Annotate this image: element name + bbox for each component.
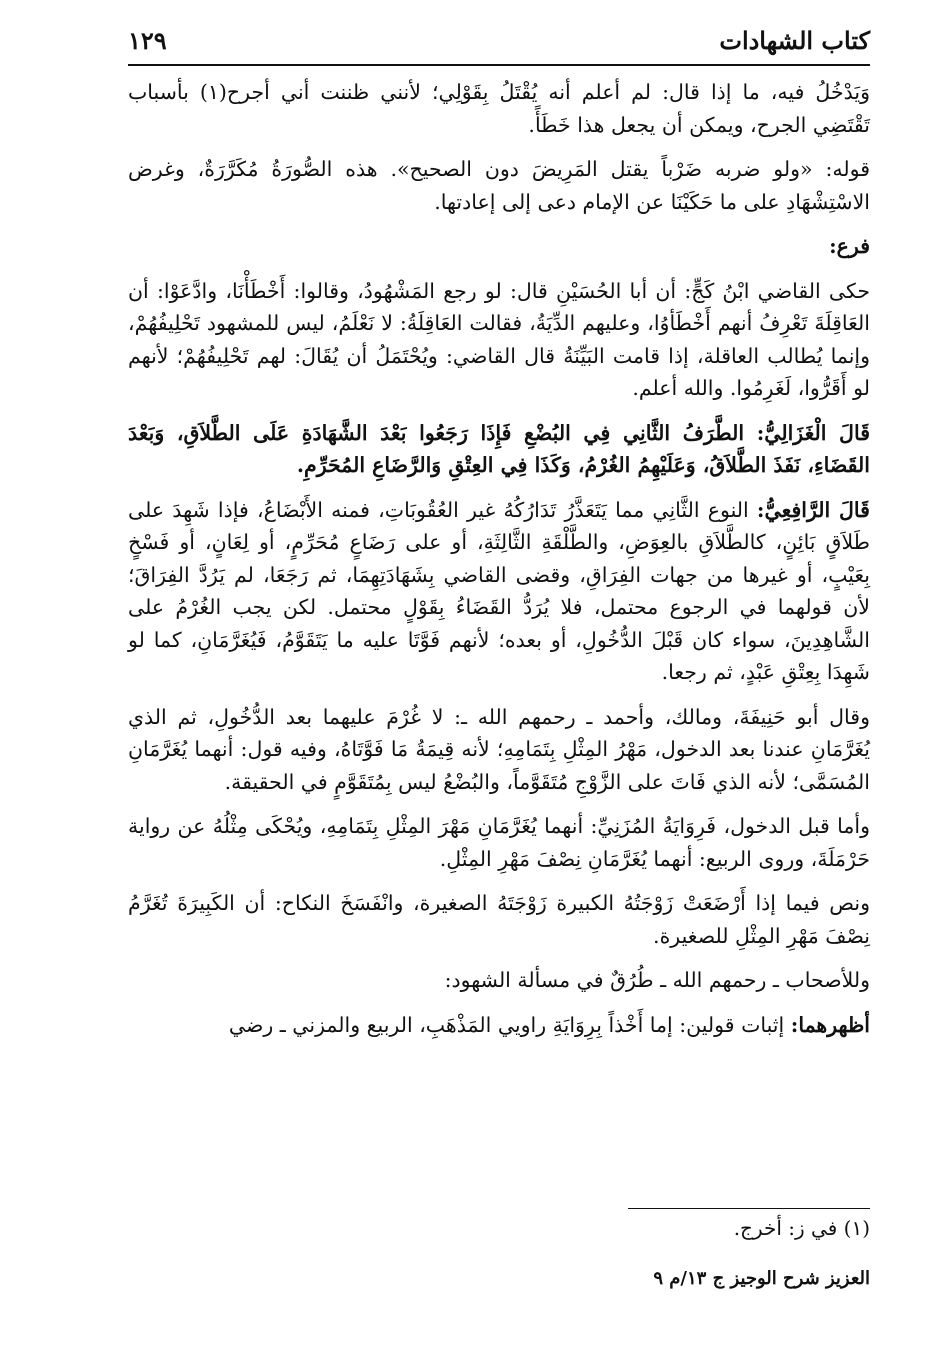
footer-signature: العزيز شرح الوجيز ج ١٣/م ٩	[653, 1268, 870, 1289]
quoted-text-paragraph: قَالَ الْغَزَالِيُّ: الطَّرَفُ الثَّانِي فِي البُضْعِ فَإِذَا رَجَعُوا بَعْدَ الشَّهَادَةِ عَلَى الطَّلاَقِ، وَبَعْدَ القَضَاءِ، نَفَذَ الطَّلاَقُ، وَعَلَيْهِمُ الغُرْمُ، وَكَذَا فِي العِتْقِ وَالرَّضَاعِ المُحَرِّمِ.	[128, 420, 870, 477]
footnote-rule	[628, 1208, 870, 1209]
paragraph: أظهرهما: إثبات قولين: إما أَخْذاً بِرِوَايَةِ راويي المَذْهَبِ، الربيع والمزني ـ رضي	[228, 1012, 870, 1037]
paragraph: وَيَدْخُلُ فيه، ما إذا قال: لم أعلم أنه يُقْتَلُ بِقَوْلِي؛ لأنني ظننت أني أجرح(١) بأسباب تَقْتَضِي الجرح، ويمكن أن يجعل هذا خَطَأً.	[128, 80, 870, 137]
main-text	[128, 76, 870, 1053]
section-heading: فرع:	[829, 234, 870, 258]
speaker-label: قَالَ الرَّافِعِيُّ:	[756, 497, 870, 522]
paragraph: وأما قبل الدخول، فَرِوَايَةُ المُزَنِيِّ: أنهما يُغَرَّمَانِ مَهْرَ المِثْلِ بِتَمَامِهِ، ويُحْكَى مِثْلُهُ عن رواية حَرْمَلَةَ، وروى الربيع: أنهما يُغَرَّمَانِ نِصْفَ مَهْرِ المِثْلِ.	[128, 814, 870, 871]
paragraph: حكى القاضي ابْنُ كَجٍّ: أن أبا الحُسَيْنِ قال: لو رجع المَشْهُودُ، وقالوا: أَخْطَأْنَا، وادَّعَوْا: أن العَاقِلَةَ تَعْرِفُ أنهم أَخْطَأوُا، وعليهم الدِّيَةُ، فقالت العَاقِلَةُ: لا نَعْلَمُ، ليس للمشهود تَحْلِيفُهُمْ، وإنما يُطالب العاقلة، إذا قامت البَيِّنَةُ قال القاضي: ويُحْتَمَلُ أن يُقَالَ: لهم تَحْلِيفُهُمْ؛ لأنهم لو أَقَرُّوا، لَغَرِمُوا. والله أعلم.	[128, 278, 870, 400]
page-number: ١٢٩	[128, 25, 167, 55]
speaker-label: أظهرهما:	[790, 1012, 870, 1037]
paragraph: وللأصحاب ـ رحمهم الله ـ طُرُقٌ في مسألة الشهود:	[444, 968, 870, 992]
paragraph: قوله: «ولو ضربه ضَرْباً يقتل المَرِيضَ دون الصحيح». هذه الصُّورَةُ مُكَرَّرَةٌ، وغرض الاسْتِشْهَادِ على ما حَكَيْنَا عن الإمام دعى إلى إعادتها.	[128, 157, 870, 214]
book-title: كتاب الشهادات	[719, 25, 870, 55]
page-footer	[128, 1268, 870, 1289]
paragraph: وقال أبو حَنِيفَةَ، ومالك، وأحمد ـ رحمهم الله ـ: لا غُرْمَ عليهما بعد الدُّخُولِ، ثم الذي يُغَرَّمَانِ عندنا بعد الدخول، مَهْرُ المِثْلِ بِتَمَامِهِ؛ لأنه قِيمَةُ مَا فَوَّتَاهُ، وفيه قول: أنهما يُغَرَّمَانِ المُسَمَّى؛ لأنه الذي فَاتَ على الزَّوْجِ مُتَقَوَّماً، والبُضْعُ ليس بِمُتَقَوَّمٍ في الحقيقة.	[128, 704, 870, 794]
running-header	[128, 18, 870, 62]
speaker-label: قَالَ الْغَزَالِيُّ:	[756, 420, 870, 445]
paragraph: ونص فيما إذا أَرْضَعَتْ زَوْجَتُهُ الكبيرة زَوْجَتَهُ الصغيرة، وانْفَسَخَ النكاح: أن الكَبِيرَةَ تُغَرَّمُ نِصْفَ مَهْرِ المِثْلِ للصغيرة.	[128, 891, 870, 948]
footnote-text: في ز: أخرج.	[733, 1216, 838, 1240]
paragraph: قَالَ الرَّافِعِيُّ: النوع الثَّانِي مما يَتَعَذَّرُ تَدَارُكُهُ غير العُقُوبَاتِ، فمنه الأَبْضَاعُ، فإذا شَهِدَ على طَلاَقٍ بَائِنٍ، كالطَّلاَقِ بالعِوَضِ، والطَّلْقَةِ الثَّالِثَةِ، أو على رَضَاعٍ مُحَرِّمٍ، أو لِعَانٍ، أو فَسْخٍ بِعَيْبٍ، أو غيرها من جهات الفِرَاقِ، وقضى القاضي بِشَهَادَتِهِمَا، ثم رَجَعَا، لم يَرُدَّ الفِرَاقَ؛ لأن قولهما في الرجوع محتمل، فلا يُرَدُّ القَضَاءُ بِقَوْلٍ محتمل. لكن يجب الغُرْمُ على الشَّاهِدِينَ، سواء كان قَبْلَ الدُّخُولِ، أو بعده؛ لأنهم فَوَّتَا عليه ما يَتَقَوَّمُ، فَيُغَرَّمَانِ، كما لو شَهِدَا بِعِتْقِ عَبْدٍ، ثم رجعا.	[128, 497, 870, 684]
footnote	[128, 1214, 870, 1242]
header-rule	[128, 64, 870, 66]
footnote-marker: (١)	[843, 1216, 870, 1240]
